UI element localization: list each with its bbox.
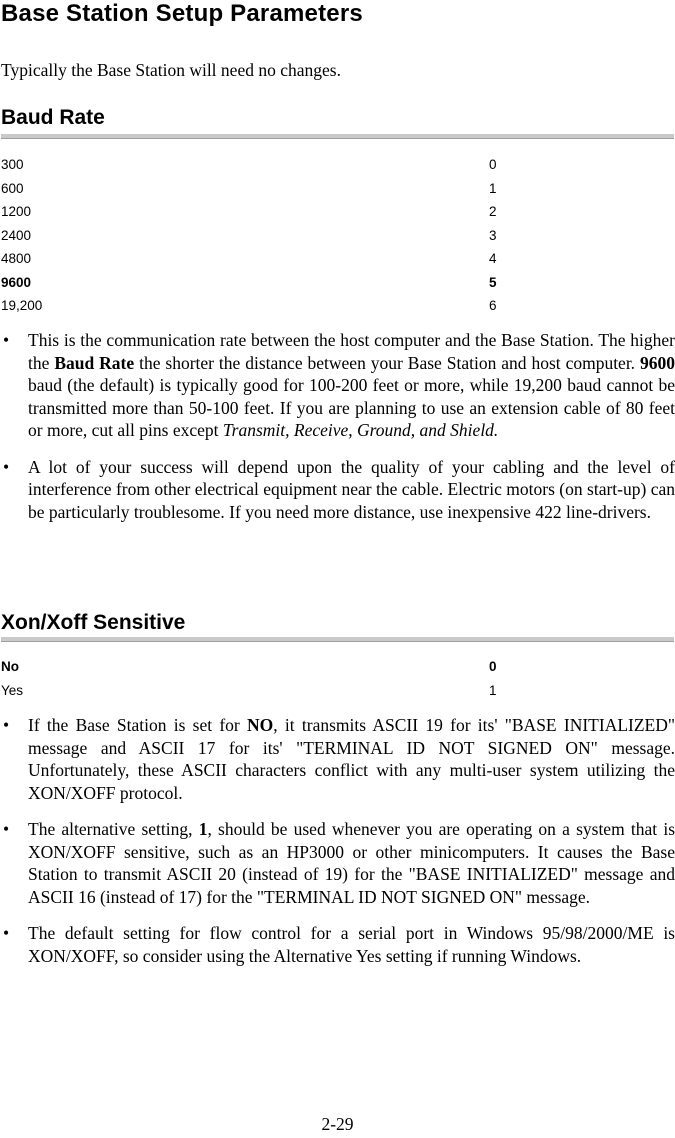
bullet-paragraph (1, 922, 675, 967)
option-row (1, 294, 521, 318)
baud-rate-options (1, 153, 521, 318)
xon-xoff-divider (1, 637, 674, 642)
option-label: Yes (1, 682, 24, 698)
bullet-icon: • (3, 923, 10, 943)
option-row (1, 655, 521, 679)
option-label: 2400 (1, 227, 32, 243)
option-label: 19,200 (1, 298, 43, 313)
bullet-text: the shorter the distance between your Base Station and host computer. (134, 352, 640, 373)
option-label: 9600 (1, 274, 32, 290)
option-row (1, 200, 521, 224)
option-value: 0 (489, 659, 497, 674)
bullet-paragraph (1, 456, 675, 524)
page-number: 2-29 (321, 1114, 354, 1134)
bullet-icon: • (3, 456, 10, 477)
bullet-text: baud (the default) is typically good for 100-200 feet or more, while 19,200 baud cannot be transmitted more than 50-100 feet. If you are planning to use an extension cable of 80 feet or more, cut all pins except (28, 375, 675, 440)
option-row (1, 247, 521, 271)
option-value: 3 (489, 227, 497, 243)
bullet-text: This is the communication rate between the host computer and the Base Station. The higher the (28, 330, 675, 373)
option-label: 600 (1, 180, 24, 196)
option-value: 5 (489, 274, 497, 290)
bullet-text: If the Base Station is set for (28, 715, 248, 735)
option-label: No (1, 659, 19, 674)
option-label: 300 (1, 157, 24, 172)
option-row (1, 679, 521, 703)
option-value: 4 (489, 251, 497, 266)
option-label: 1200 (1, 204, 32, 219)
xon-xoff-heading: Xon/Xoff Sensitive (1, 611, 186, 634)
bullet-icon: • (3, 819, 10, 839)
bullet-icon: • (3, 715, 10, 735)
intro-text: Typically the Base Station will need no changes. (1, 60, 341, 80)
bullet-text: Baud Rate (54, 352, 135, 373)
option-value: 2 (489, 204, 497, 219)
bullet-text: NO (247, 715, 274, 735)
baud-rate-heading: Baud Rate (1, 106, 105, 129)
bullet-text: The alternative setting, (28, 819, 199, 839)
option-row (1, 177, 521, 201)
xon-xoff-notes (1, 714, 675, 981)
option-value: 6 (489, 298, 497, 313)
bullet-text: 1 (198, 819, 208, 839)
option-value: 0 (489, 157, 497, 172)
option-row (1, 271, 521, 295)
bullet-text: 9600 (640, 352, 675, 373)
baud-rate-notes (1, 329, 675, 537)
bullet-text: The default setting for flow control for a serial port in Windows 95/98/2000/ME is XON/XOFF, so consider using the Alternative Yes setting if running Windows. (28, 923, 675, 966)
option-value: 1 (489, 180, 497, 196)
bullet-text: , it transmits ASCII 19 for its' "BASE INITIALIZED" message and ASCII 17 for its' "TERMINAL ID NOT SIGNED ON" message. Unfortunately, these ASCII characters conflict with any multi-user system utilizing the XON/XOFF protocol. (28, 715, 675, 803)
bullet-paragraph (1, 714, 675, 804)
bullet-icon: • (3, 330, 10, 350)
bullet-paragraph (1, 329, 675, 442)
baud-rate-divider (1, 134, 674, 139)
bullet-paragraph (1, 818, 675, 908)
bullet-text: , should be used whenever you are operating on a system that is XON/XOFF sensitive, such as an HP3000 or other minicomputers. It causes the Base Station to transmit ASCII 20 (instead of 19) for the "BASE INITIALIZED" message and ASCII 16 (instead of 17) for the "TERMINAL ID NOT SIGNED ON" message. (28, 819, 675, 907)
option-row (1, 153, 521, 177)
option-label: 4800 (1, 251, 32, 266)
option-row (1, 224, 521, 248)
xon-xoff-options (1, 655, 521, 702)
page-title: Base Station Setup Parameters (1, 0, 363, 27)
option-value: 1 (489, 682, 497, 698)
bullet-text: Transmit, Receive, Ground, and Shield. (222, 420, 499, 440)
bullet-text: A lot of your success will depend upon the quality of your cabling and the level of interference from other electrical equipment near the cable. Electric motors (on start-up) can be particularly troublesome. If you need more distance, use inexpensive 422 line-drivers. (28, 456, 675, 522)
